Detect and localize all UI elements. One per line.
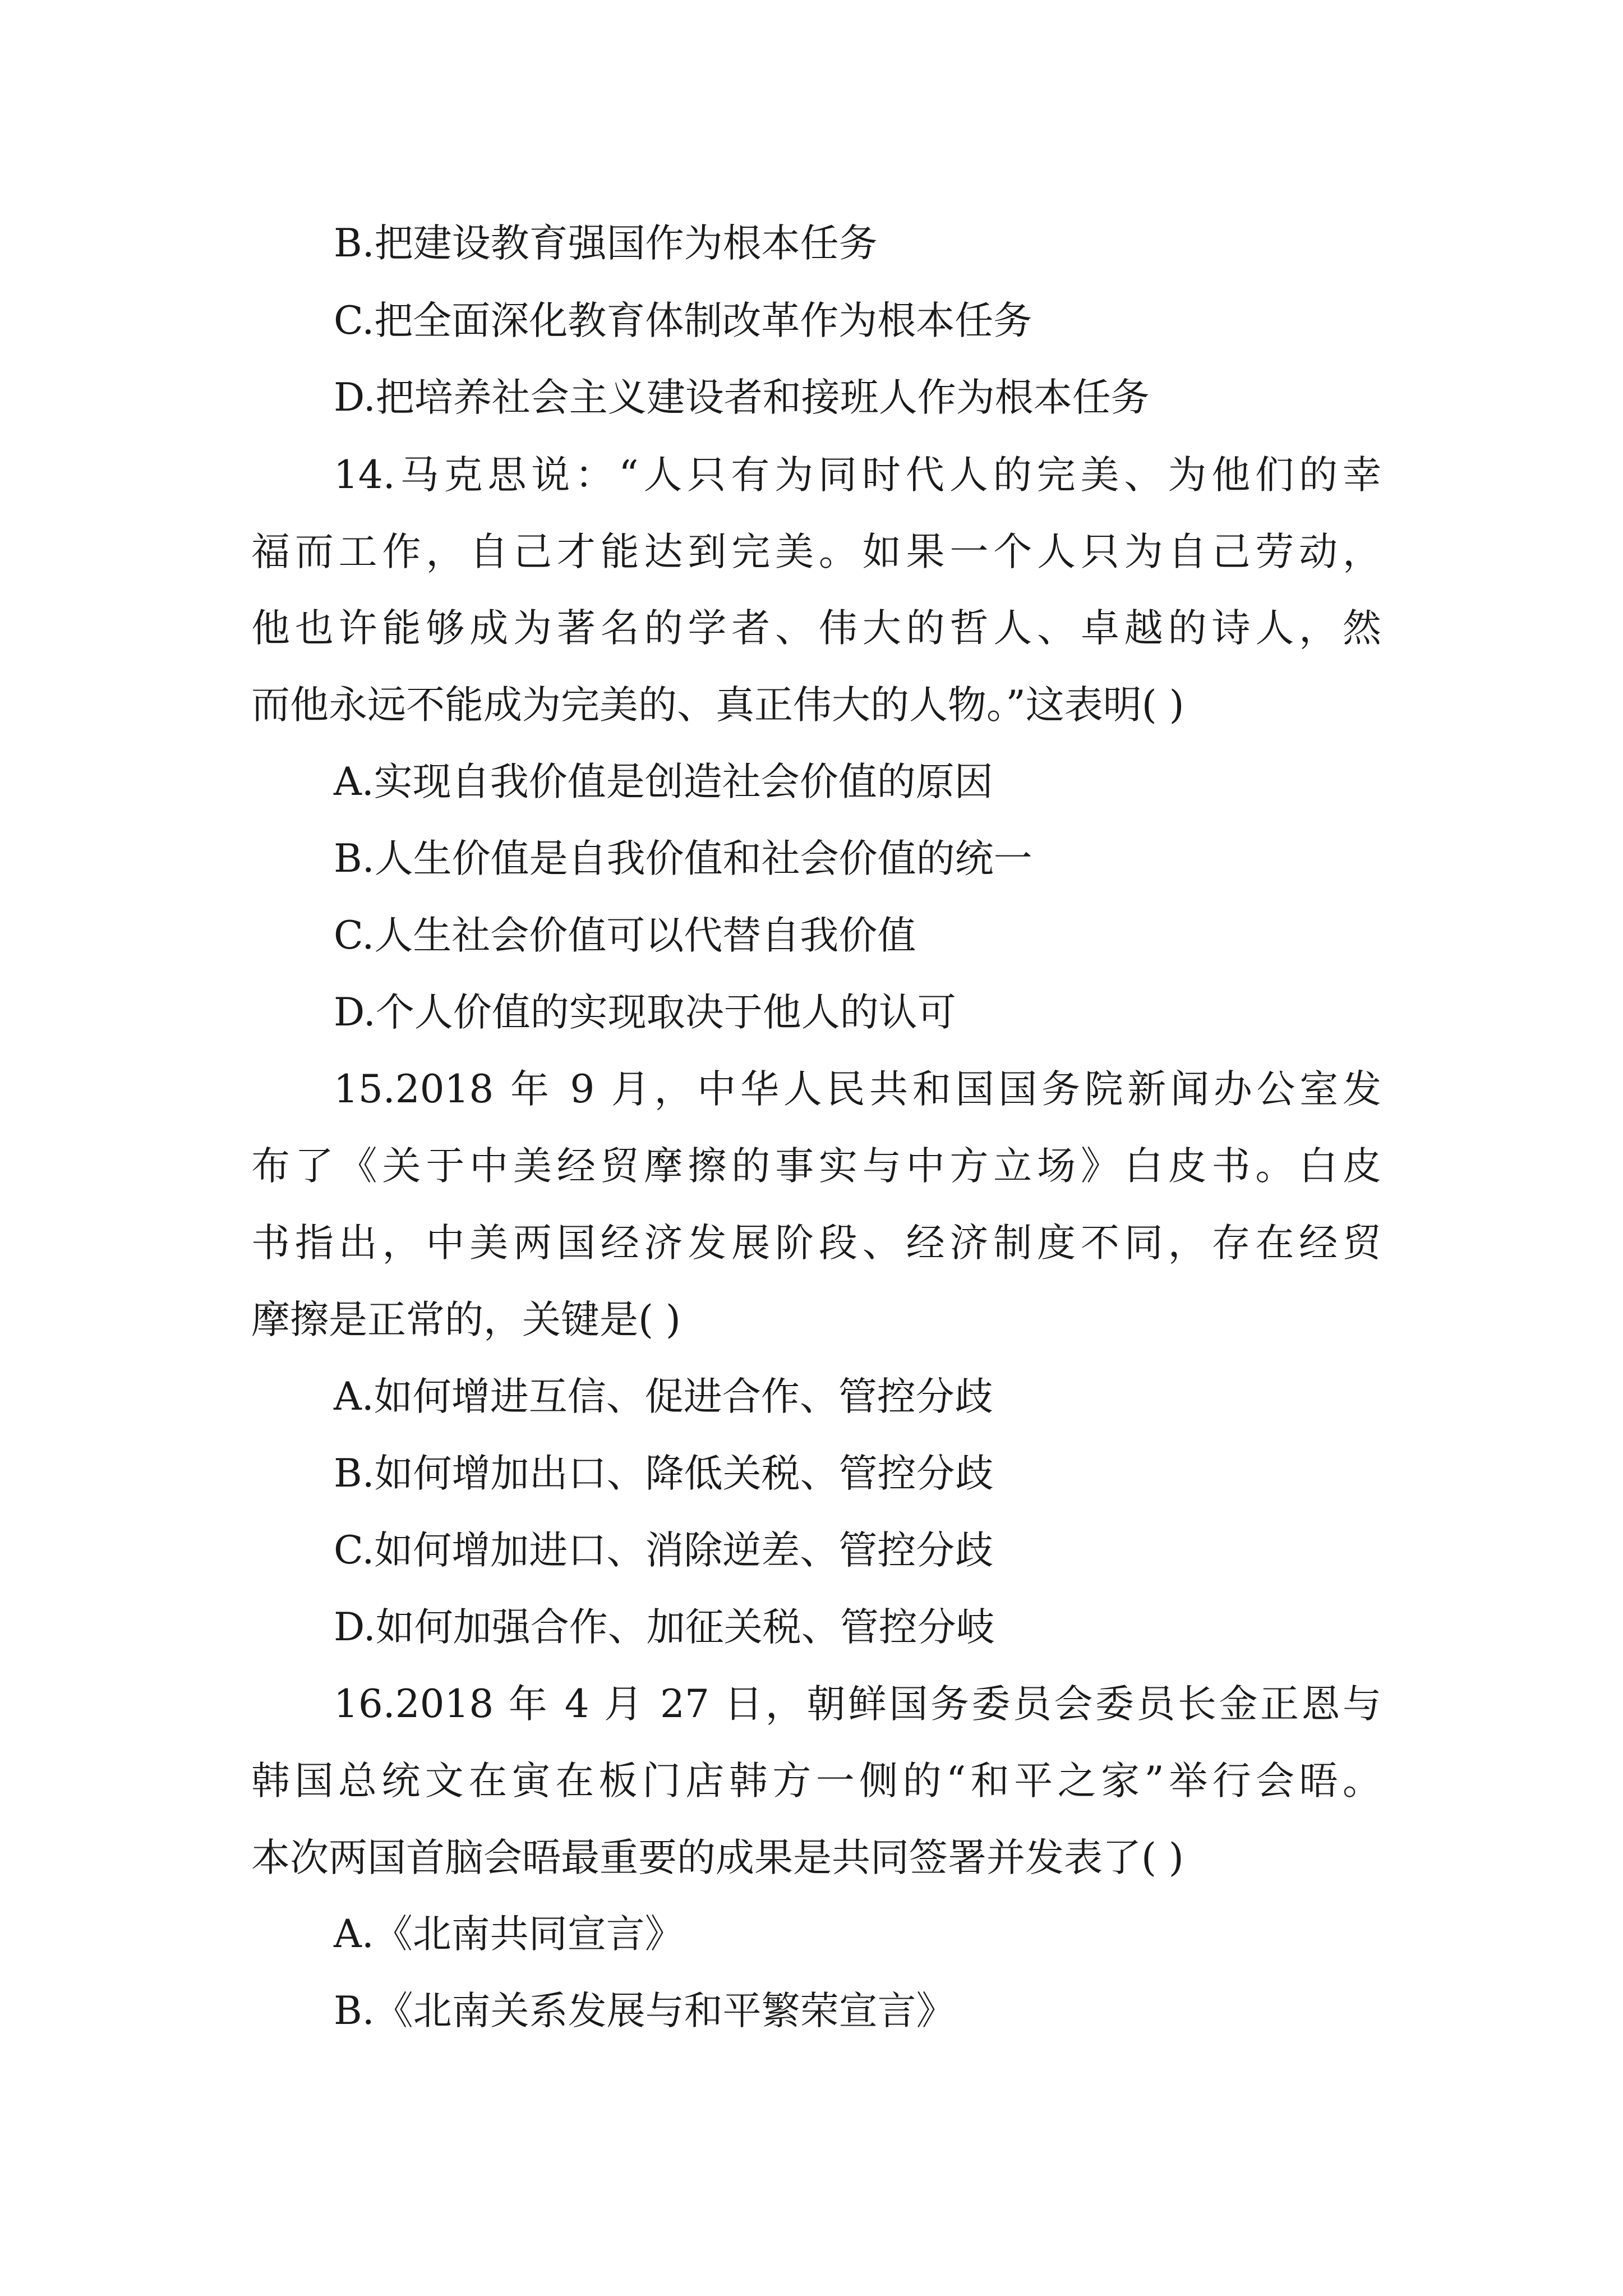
- q16-stem-line: 本次两国首脑会晤最重要的成果是共同签署并发表了( ): [251, 1835, 1184, 1880]
- q14-stem-line: 他也许能够成为著名的学者、伟大的哲人、卓越的诗人，然: [251, 606, 1381, 651]
- q14-stem-line: 14.马克思说：“人只有为同时代人的完美、为他们的幸: [334, 453, 1381, 498]
- q15-option-d: D.如何加强合作、加征关税、管控分岐: [334, 1605, 995, 1650]
- q14-stem-line: 福而工作，自己才能达到完美。如果一个人只为自己劳动，: [251, 530, 1381, 574]
- q14-option-b: B.人生价值是自我价值和社会价值的统一: [334, 836, 1032, 881]
- q15-option-b: B.如何增加出口、降低关税、管控分歧: [334, 1451, 994, 1496]
- q15-stem-line: 布了《关于中美经贸摩擦的事实与中方立场》白皮书。白皮: [251, 1144, 1381, 1189]
- q15-option-c: C.如何增加进口、消除逆差、管控分歧: [334, 1528, 994, 1573]
- q16-option-a: A.《北南共同宣言》: [334, 1912, 684, 1957]
- q16-stem-line: 韩国总统文在寅在板门店韩方一侧的“和平之家”举行会晤。: [251, 1759, 1381, 1803]
- q13-option-d: D.把培养社会主义建设者和接班人作为根本任务: [334, 375, 1150, 420]
- q14-option-a: A.实现自我价值是创造社会价值的原因: [334, 760, 993, 804]
- q16-stem-line: 16.2018 年 4 月 27 日，朝鲜国务委员会委员长金正恩与: [334, 1682, 1381, 1727]
- q14-option-c: C.人生社会价值可以代替自我价值: [334, 913, 916, 958]
- q15-stem-line: 15.2018 年 9 月，中华人民共和国国务院新闻办公室发: [334, 1067, 1381, 1112]
- q14-stem-line: 而他永远不能成为完美的、真正伟大的人物。”这表明( ): [251, 683, 1184, 728]
- q16-option-b: B.《北南关系发展与和平繁荣宣言》: [334, 1989, 955, 2033]
- q14-option-d: D.个人价值的实现取决于他人的认可: [334, 990, 956, 1035]
- q15-option-a: A.如何增进互信、促进合作、管控分歧: [334, 1374, 993, 1419]
- q13-option-b: B.把建设教育强国作为根本任务: [334, 221, 878, 266]
- q15-stem-line: 摩擦是正常的，关键是( ): [251, 1297, 681, 1342]
- q15-stem-line: 书指出，中美两国经济发展阶段、经济制度不同，存在经贸: [251, 1221, 1381, 1266]
- q13-option-c: C.把全面深化教育体制改革作为根本任务: [334, 298, 1032, 343]
